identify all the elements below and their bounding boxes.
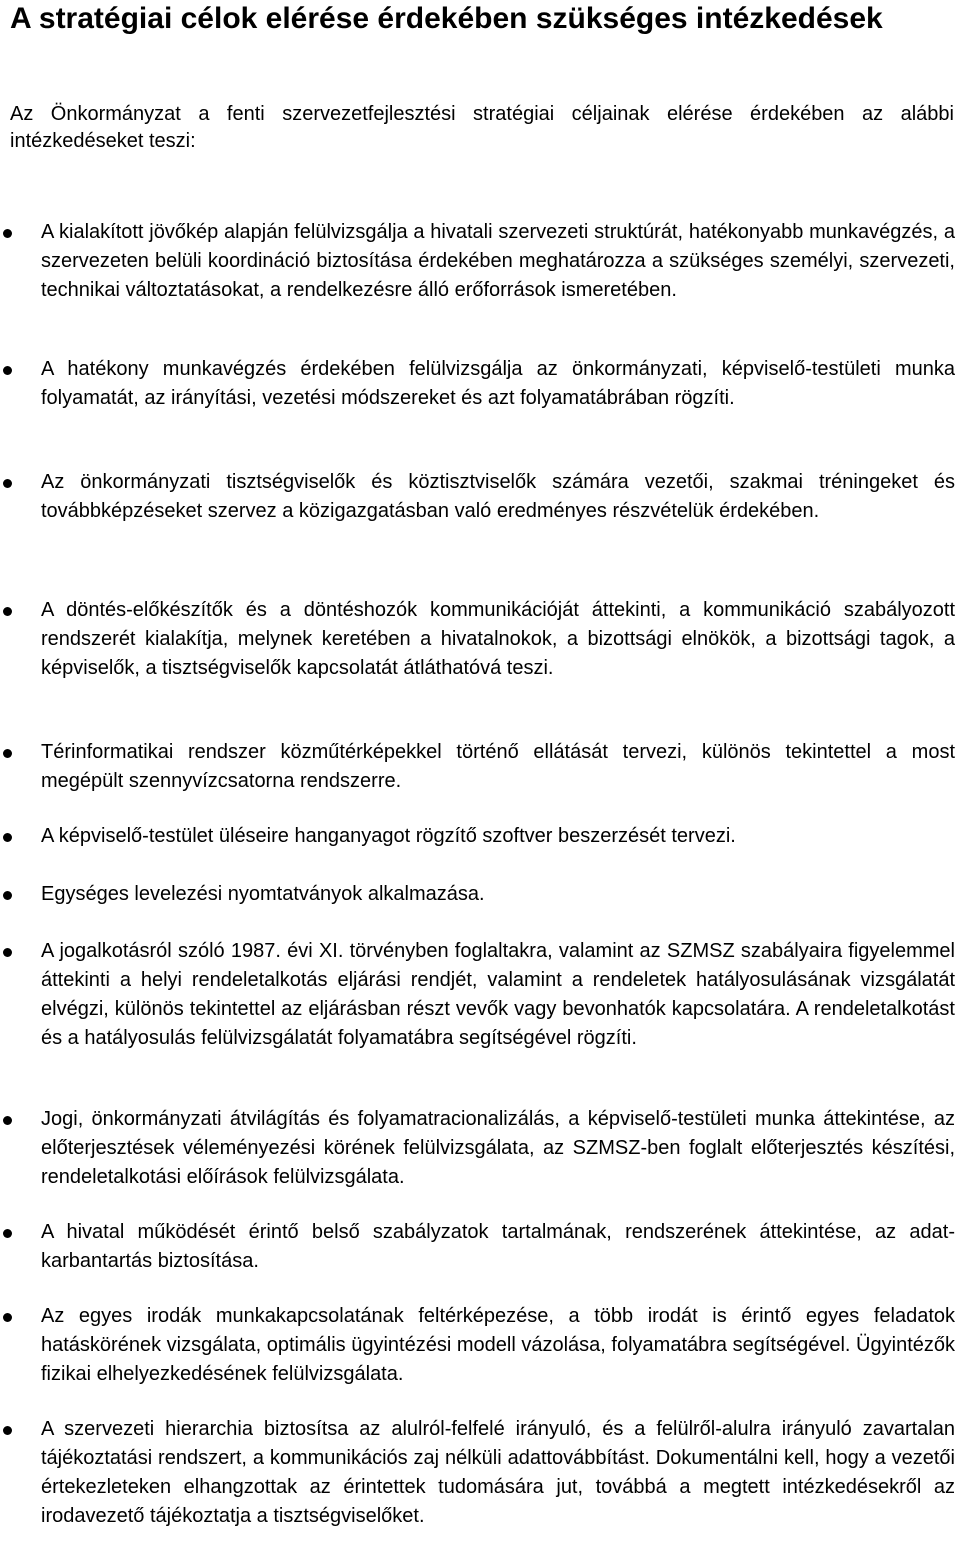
list-item-text: A döntés-előkészítők és a döntéshozók kommunikációját áttekinti, a kommunikáció szabályozott rendszerét kialakítja, melynek keretében a hivatalnokok, a bizottsági elnökök, a bizottsági tagok, a képviselők, a tisztségviselők kapcsolatát átláthatóvá teszi. bbox=[41, 599, 955, 679]
bullet-dot-icon bbox=[3, 607, 12, 616]
list-item-text: Jogi, önkormányzati átvilágítás és folyamatracionalizálás, a képviselő-testületi munka áttekintése, az előterjesztések véleményezési körének felülvizsgálata, az SZMSZ-ben foglalt előterjesztés készítési, rendeletalkotási előírások felülvizsgálata. bbox=[41, 1108, 955, 1188]
list-item-text: Az egyes irodák munkakapcsolatának feltérképezése, a több irodát is érintő egyes feladatok hatáskörének vizsgálata, optimális ügyintézési modell vázolása, folyamatábra segítségével. Ügyintézők fizikai elhelyezkedésének felülvizsgálata. bbox=[41, 1305, 955, 1385]
bullet-dot-icon bbox=[3, 479, 12, 488]
list-item-text: A képviselő-testület üléseire hanganyagot rögzítő szoftver beszerzését tervezi. bbox=[41, 825, 736, 847]
intro-paragraph: Az Önkormányzat a fenti szervezetfejlesztési stratégiai céljainak elérése érdekében az alábbi intézkedéseket teszi: bbox=[10, 103, 954, 152]
list-item-text: A hatékony munkavégzés érdekében felülvizsgálja az önkormányzati, képviselő-testületi munka folyamatát, az irányítási, vezetési módszereket és azt folyamatábrában rögzíti. bbox=[41, 358, 955, 409]
list-item-text: A szervezeti hierarchia biztosítsa az alulról-felfelé irányuló, és a felülről-alulra irányuló zavartalan tájékoztatási rendszert, a kommunikációs zaj nélküli adattovábbítást. Dokumentálni kell, hogy a vezetői értekezleteken elhangzottak az érintettek tudomására jut, továbbá a megtett intézkedésekről az irodavezető tájékoztatja a tisztségviselőket. bbox=[41, 1418, 955, 1527]
document-title: A stratégiai célok elérése érdekében szükséges intézkedések bbox=[10, 2, 883, 35]
bullet-dot-icon bbox=[3, 1426, 12, 1435]
bullet-dot-icon bbox=[3, 833, 12, 842]
list-item-text: A jogalkotásról szóló 1987. évi XI. törvényben foglaltakra, valamint az SZMSZ szabályaira figyelemmel áttekinti a helyi rendeletalkotás eljárási rendjét, valamint a rendeletek hatályosulásának vizsgálatát elvégzi, különös tekintettel az eljárásban részt vevők vagy bevonhatók kapcsolatára. A rendeletalkotást és a hatályosulás felülvizsgálatát folyamatábra segítségével rögzíti. bbox=[41, 940, 955, 1049]
bullet-dot-icon bbox=[3, 948, 12, 957]
bullet-dot-icon bbox=[3, 891, 12, 900]
list-item-text: A kialakított jövőkép alapján felülvizsgálja a hivatali szervezeti struktúrát, hatékonyabb munkavégzés, a szervezeten belüli koordináció biztosítása érdekében meghatározza a szükséges személyi, szervezeti, technikai változtatásokat, a rendelkezésre álló erőforrások ismeretében. bbox=[41, 221, 955, 301]
bullet-dot-icon bbox=[3, 1229, 12, 1238]
bullet-dot-icon bbox=[3, 366, 12, 375]
list-item-text: Egységes levelezési nyomtatványok alkalmazása. bbox=[41, 883, 485, 905]
bullet-dot-icon bbox=[3, 749, 12, 758]
bullet-dot-icon bbox=[3, 1313, 12, 1322]
list-item-text: A hivatal működését érintő belső szabályzatok tartalmának, rendszerének áttekintése, az adat-karbantartás biztosítása. bbox=[41, 1221, 955, 1272]
bullet-dot-icon bbox=[3, 1116, 12, 1125]
list-item-text: Az önkormányzati tisztségviselők és köztisztviselők számára vezetői, szakmai tréningeket és továbbképzéseket szervez a közigazgatásban való eredményes részvételük érdekében. bbox=[41, 471, 955, 522]
bullet-dot-icon bbox=[3, 229, 12, 238]
list-item-text: Térinformatikai rendszer közműtérképekkel történő ellátását tervezi, különös tekintettel a most megépült szennyvízcsatorna rendszerre. bbox=[41, 741, 955, 792]
